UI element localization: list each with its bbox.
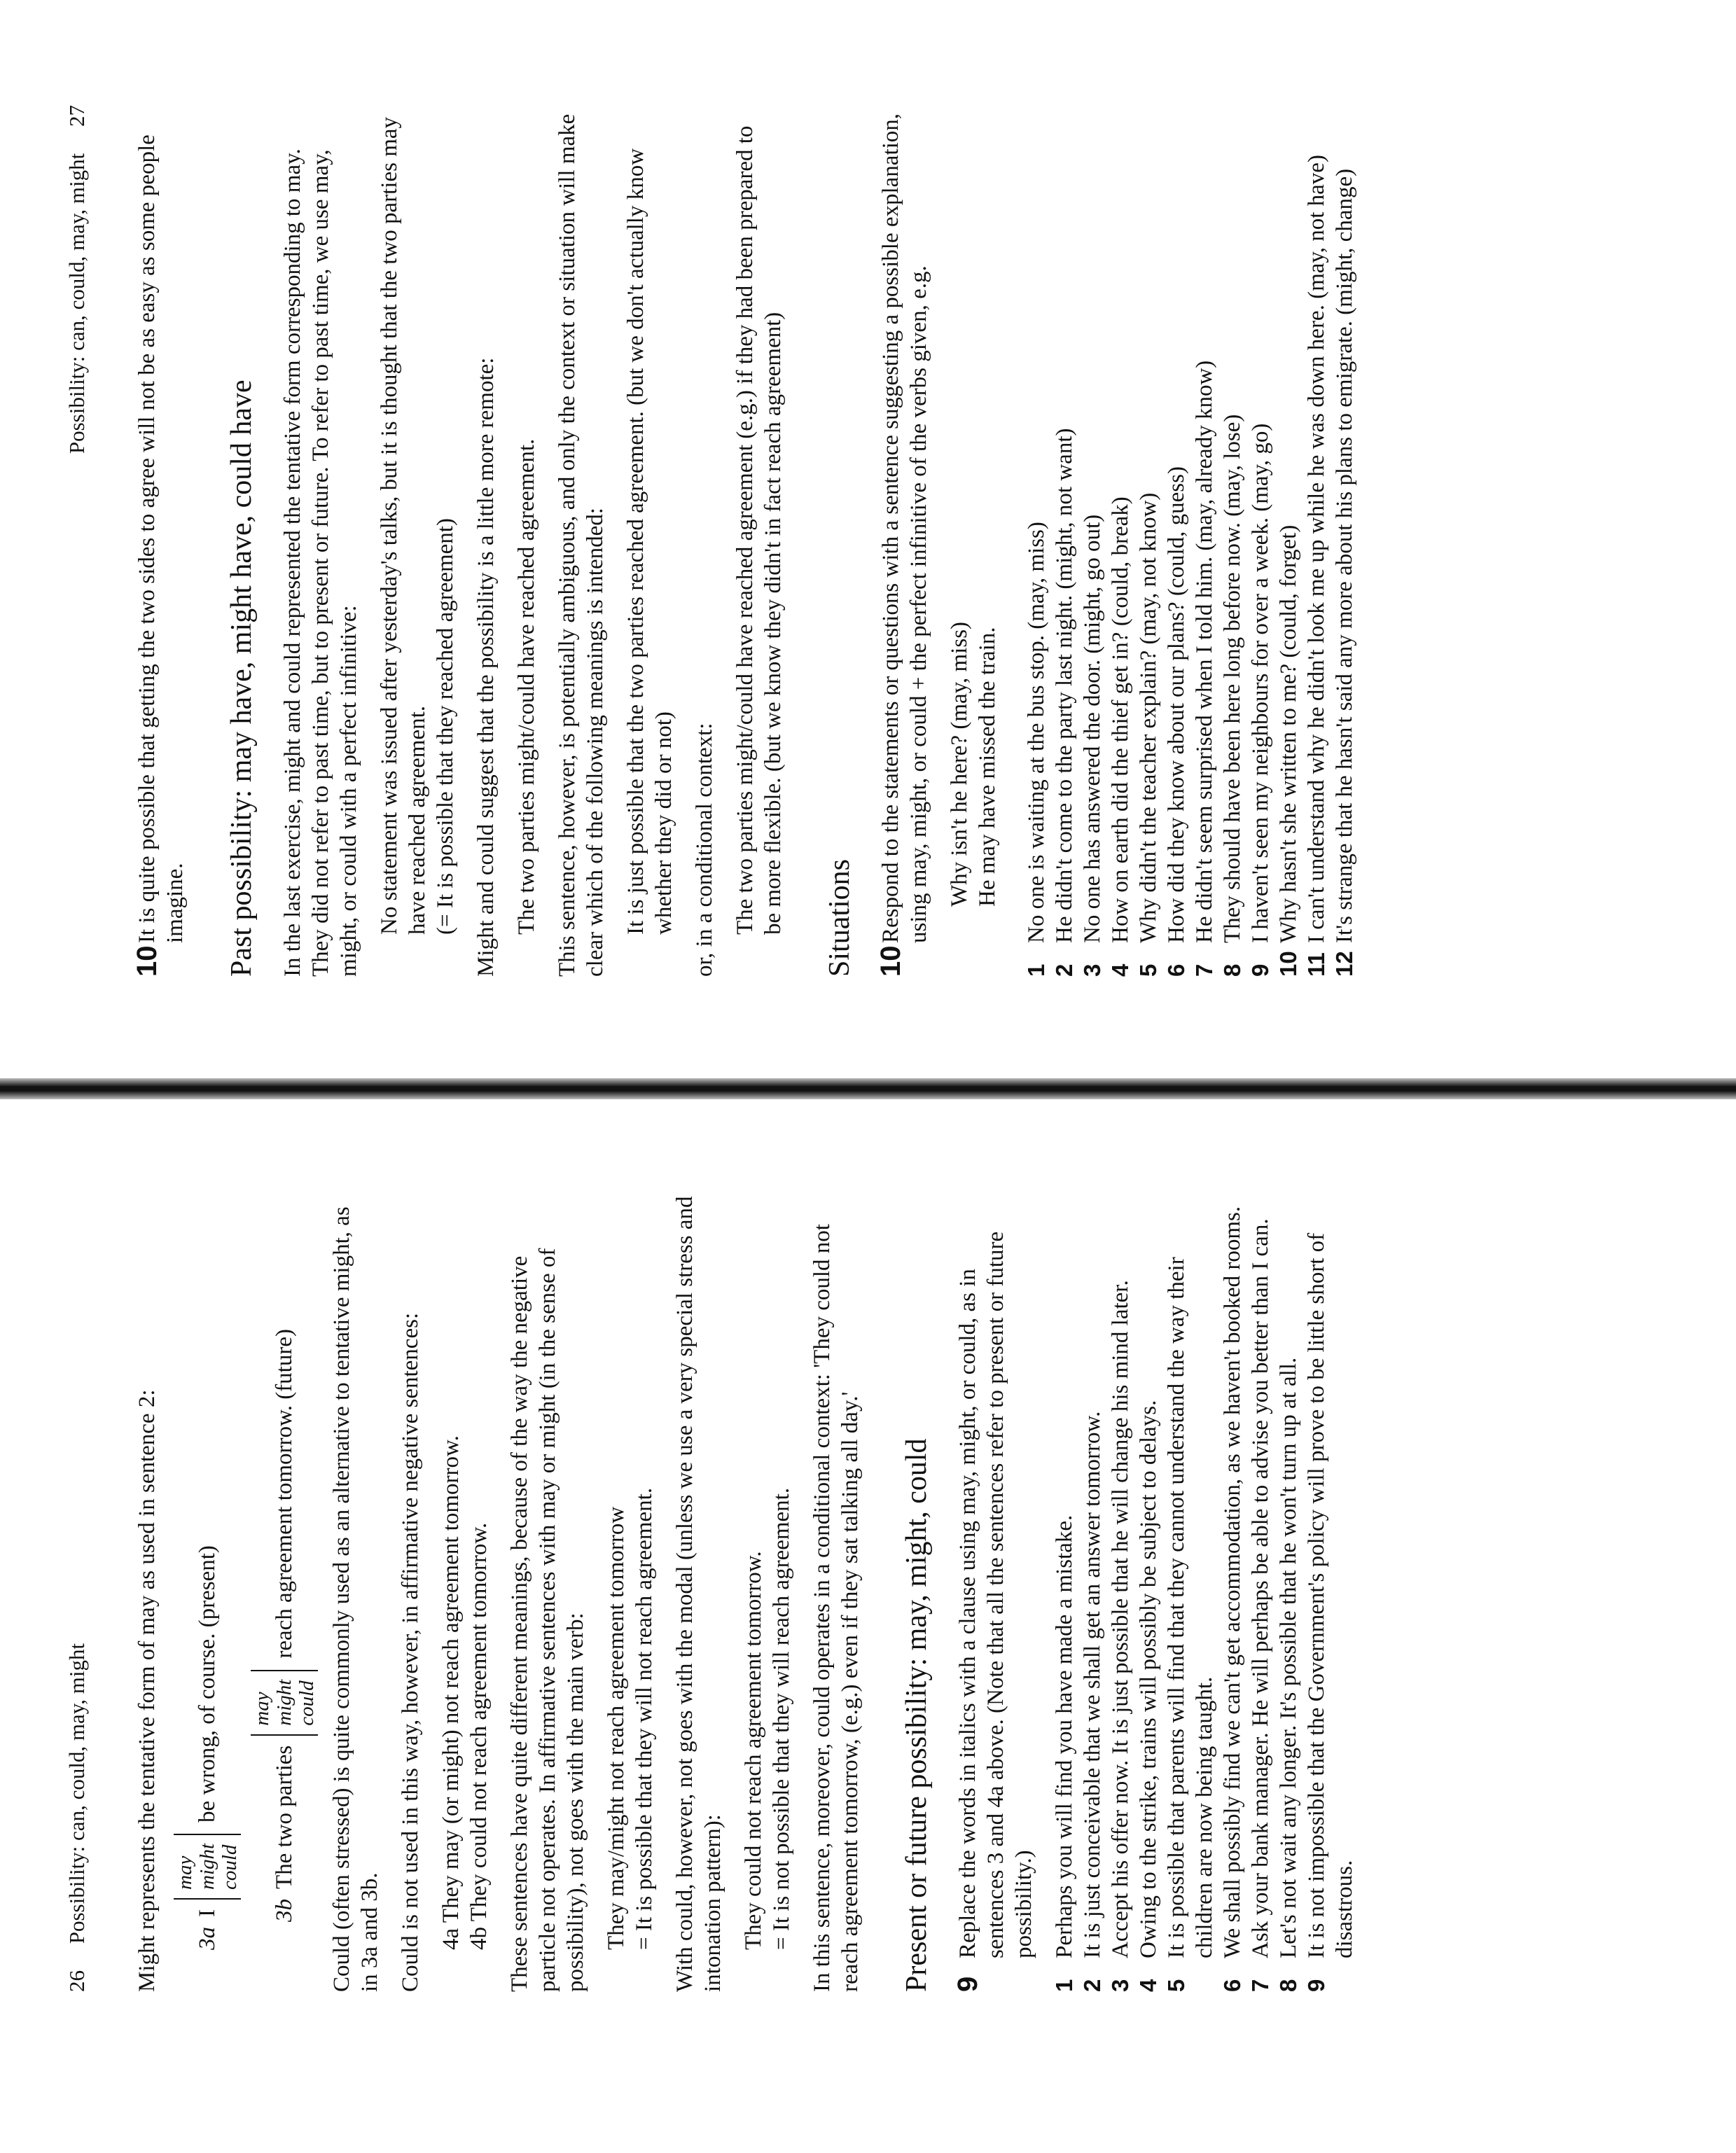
item-text: How did they know about our plans? (could, guess) (1164, 466, 1189, 943)
example-remote: The two parties might/could have reached agreement. (514, 438, 539, 935)
item-number: 3 (1079, 963, 1105, 977)
modal-could: could (296, 1680, 318, 1726)
item-number: 8 (1219, 963, 1245, 977)
modal-may: may (174, 1855, 196, 1890)
list-item (1190, 105, 1218, 977)
exercise-10 (877, 105, 933, 977)
exercise-9-items (1050, 1194, 1359, 1992)
item-text: It is just conceivable that we shall get an answer tomorrow. (1080, 1411, 1105, 1958)
example-3b-modals (251, 1670, 318, 1736)
list-item (1275, 1194, 1303, 1992)
item-number: 9 (1303, 1979, 1329, 1992)
paragraph-conditional: In this sentence, moreover, could operates in a conditional context: 'They could not reach agreement tomorrow, (e.g.) even if they sat talking all day.' (810, 1224, 863, 1992)
item-text: Perhaps you will find you have made a mistake. (1052, 1514, 1077, 1958)
modal-might: might (273, 1679, 296, 1726)
example-statement-gloss: (= It is possible that they reached agreement) (433, 518, 458, 935)
item-text: No one is waiting at the bus stop. (may, miss) (1024, 522, 1049, 943)
item-number: 4 (1135, 1979, 1161, 1992)
example-4b: 4b They could not reach agreement tomorrow. (466, 1522, 492, 1950)
example-modal-2: = It is not possible that they will reach agreement. (769, 1487, 794, 1950)
item-number: 12 (1331, 951, 1357, 977)
item-text: We shall possibly find we can't get accommodation, as we haven't booked rooms. (1220, 1206, 1245, 1958)
example-main-verb-1: They may/might not reach agreement tomorrow (604, 1506, 629, 1950)
example-3a-subject: I (195, 1909, 220, 1917)
paragraph-or: or, in a conditional context: (692, 723, 717, 977)
item-text: They should have been here long before now. (may, lose) (1220, 414, 1245, 943)
section-title-present-future: Present or future possibility: may, might, could (901, 1438, 933, 1992)
item-number: 2 (1079, 1979, 1105, 1992)
item-number: 6 (1219, 1979, 1245, 1992)
list-item (1050, 105, 1078, 977)
example-modal-1: They could not reach agreement tomorrow. (741, 1551, 766, 1950)
example-main-verb-2: = It is possible that they will not reach agreement. (632, 1487, 657, 1950)
exercise-10-items (1022, 105, 1359, 977)
modal-could: could (218, 1844, 241, 1890)
section-title-situations: Situations (824, 858, 856, 977)
right-page (0, 0, 1736, 1061)
item-text: No one has answered the door. (might, go out) (1080, 514, 1105, 943)
left-page-number: 26 (64, 1970, 89, 1992)
list-item (1303, 1194, 1359, 1992)
left-running-head-text: Possibility: can, could, may, might (64, 1643, 89, 1944)
paragraph-with-could: With could, however, not goes with the modal (unless we use a very special stress and intonation pattern): (672, 1196, 725, 1992)
paragraph-could: Could (often stressed) is quite commonly used as an alternative to tentative might, as in 3a and 3b. (329, 1206, 382, 1992)
paragraph-meanings: These sentences have quite different meanings, because of the way the negative particle not operates. In affirmative sentences with may or might (in the sense of possibility), not goes with the main verb: (507, 1248, 588, 1992)
exercise-10-instructions: Respond to the statements or questions with a sentence suggesting a possible explanation, using may, might, or could + the perfect infinitive of the verbs given, e.g. (878, 113, 931, 943)
item-number: 7 (1247, 1979, 1273, 1992)
list-item (1162, 105, 1190, 977)
item-text: He didn't come to the party last night. (might, not want) (1052, 428, 1077, 943)
exercise-9-number: 9 (952, 1976, 983, 1992)
list-item (1162, 1194, 1218, 1992)
book-gutter (0, 1078, 1736, 1099)
intro-paragraph: Might represents the tentative form of may as used in sentence 2: (134, 1389, 160, 1992)
item-number: 3 (1107, 1979, 1133, 1992)
example-4a: 4a They may (or might) not reach agreement tomorrow. (438, 1435, 464, 1950)
item-text: Let's not wait any longer. It's possible that he won't turn up at all. (1276, 1357, 1301, 1958)
example-answer: He may have missed the train. (975, 627, 1000, 907)
list-item (1078, 105, 1106, 977)
item-number: 1 (1051, 1979, 1077, 1992)
example-3b-rest: reach agreement tomorrow. (future) (272, 1329, 297, 1659)
item-text: He didn't seem surprised when I told him. (may, already know) (1192, 360, 1217, 943)
paragraph-last-exercise: In the last exercise, might and could represented the tentative form corresponding to may. They did not refer to past time, but to present or future. To refer to past time, we use may, might, or could with a perfect infinitive: (280, 148, 361, 977)
modal-might: might (196, 1843, 218, 1890)
example-3b-subject: The two parties (272, 1745, 297, 1889)
list-item (1106, 105, 1134, 977)
item-text: Owing to the strike, trains will possibly be subject to delays. (1136, 1400, 1161, 1958)
item-number: 9 (1247, 963, 1273, 977)
item-number: 8 (1275, 1979, 1301, 1992)
exercise-9-item-10 (133, 105, 189, 977)
section-title-past-possibility: Past possibility: may have, might have, could have (225, 379, 258, 977)
example-3b (251, 1194, 318, 1992)
item-10-number: 10 (132, 945, 162, 977)
list-item (1078, 1194, 1106, 1992)
item-number: 2 (1051, 963, 1077, 977)
item-text: How on earth did the thief get in? (could, break) (1108, 496, 1133, 943)
list-item (1022, 105, 1050, 977)
item-text: Accept his offer now. It is just possible that he will change his mind later. (1108, 1280, 1133, 1958)
list-item (1106, 1194, 1134, 1992)
exercise-9 (954, 1194, 1038, 1992)
list-item (1275, 105, 1303, 977)
right-running-head-text: Possibility: can, could, may, might (64, 153, 89, 454)
list-item (1247, 105, 1275, 977)
right-running-head (63, 105, 91, 977)
right-page-number: 27 (64, 105, 89, 127)
exercise-9-instructions: Replace the words in italics with a clause using may, might, or could, as in sentences 3 and 4a above. (Note that all the sentences refer to present or future possibility.) (955, 1231, 1036, 1958)
item-number: 4 (1107, 963, 1133, 977)
paragraph-not-used: Could is not used in this way, however, in affirmative negative sentences: (398, 1312, 423, 1992)
example-3a-modals (174, 1834, 241, 1900)
paragraph-ambiguous: This sentence, however, is potentially ambiguous, and only the context or situation will make clear which of the following meanings is intended: (555, 113, 608, 977)
list-item (1050, 1194, 1078, 1992)
item-text: It is not impossible that the Government's policy will prove to be little short of disastrous. (1304, 1232, 1357, 1958)
item-number: 10 (1275, 951, 1301, 977)
item-number: 5 (1163, 1979, 1189, 1992)
item-number: 11 (1303, 952, 1329, 977)
list-item (1134, 105, 1162, 977)
example-3a-label: 3a (195, 1927, 220, 1950)
list-item (1303, 105, 1331, 977)
list-item (1134, 1194, 1162, 1992)
list-item (1247, 1194, 1275, 1992)
paragraph-remote: Might and could suggest that the possibility is a little more remote: (473, 357, 499, 977)
item-text: Ask your bank manager. He will perhaps be able to advise you better than I can. (1248, 1218, 1273, 1958)
item-text: It's strange that he hasn't said any more about his plans to emigrate. (might, change) (1332, 168, 1357, 943)
item-number: 1 (1023, 963, 1049, 977)
example-statement: No statement was issued after yesterday's talks, but it is thought that the two parties may have reached agreement. (377, 116, 430, 935)
item-text: It is possible that parents will find that they cannot understand the way their children are now being taught. (1164, 1257, 1217, 1958)
item-number: 6 (1163, 963, 1189, 977)
item-number: 7 (1191, 963, 1217, 977)
list-item (1218, 1194, 1247, 1992)
example-ambiguous-2: The two parties might/could have reached agreement (e.g.) if they had been prepared to be more flexible. (but we know they didn't in fact reach agreement) (732, 125, 786, 935)
example-ambiguous-1: It is just possible that the two parties reached agreement. (but we don't actually know whether they did or not) (623, 148, 676, 935)
item-text: I can't understand why he didn't look me up while he was down here. (may, not have) (1304, 155, 1329, 943)
item-text: Why hasn't she written to me? (could, forget) (1276, 524, 1301, 943)
modal-may: may (251, 1692, 273, 1726)
item-10-text: It is quite possible that getting the two sides to agree will not be as easy as some people imagine. (134, 134, 188, 943)
example-question: Why isn't he here? (may, miss) (947, 621, 972, 907)
left-running-head (63, 1194, 91, 1992)
example-3a-rest: be wrong, of course. (present) (195, 1545, 220, 1823)
example-3a (174, 1194, 241, 1992)
left-page (0, 1103, 1736, 2153)
item-text: Why didn't the teacher explain? (may, not know) (1136, 492, 1161, 943)
item-number: 5 (1135, 963, 1161, 977)
item-text: I haven't seen my neighbours for over a week. (may, go) (1248, 423, 1273, 943)
example-3b-label: 3b (272, 1899, 297, 1922)
list-item (1331, 105, 1359, 977)
list-item (1218, 105, 1247, 977)
exercise-10-number: 10 (875, 945, 906, 977)
